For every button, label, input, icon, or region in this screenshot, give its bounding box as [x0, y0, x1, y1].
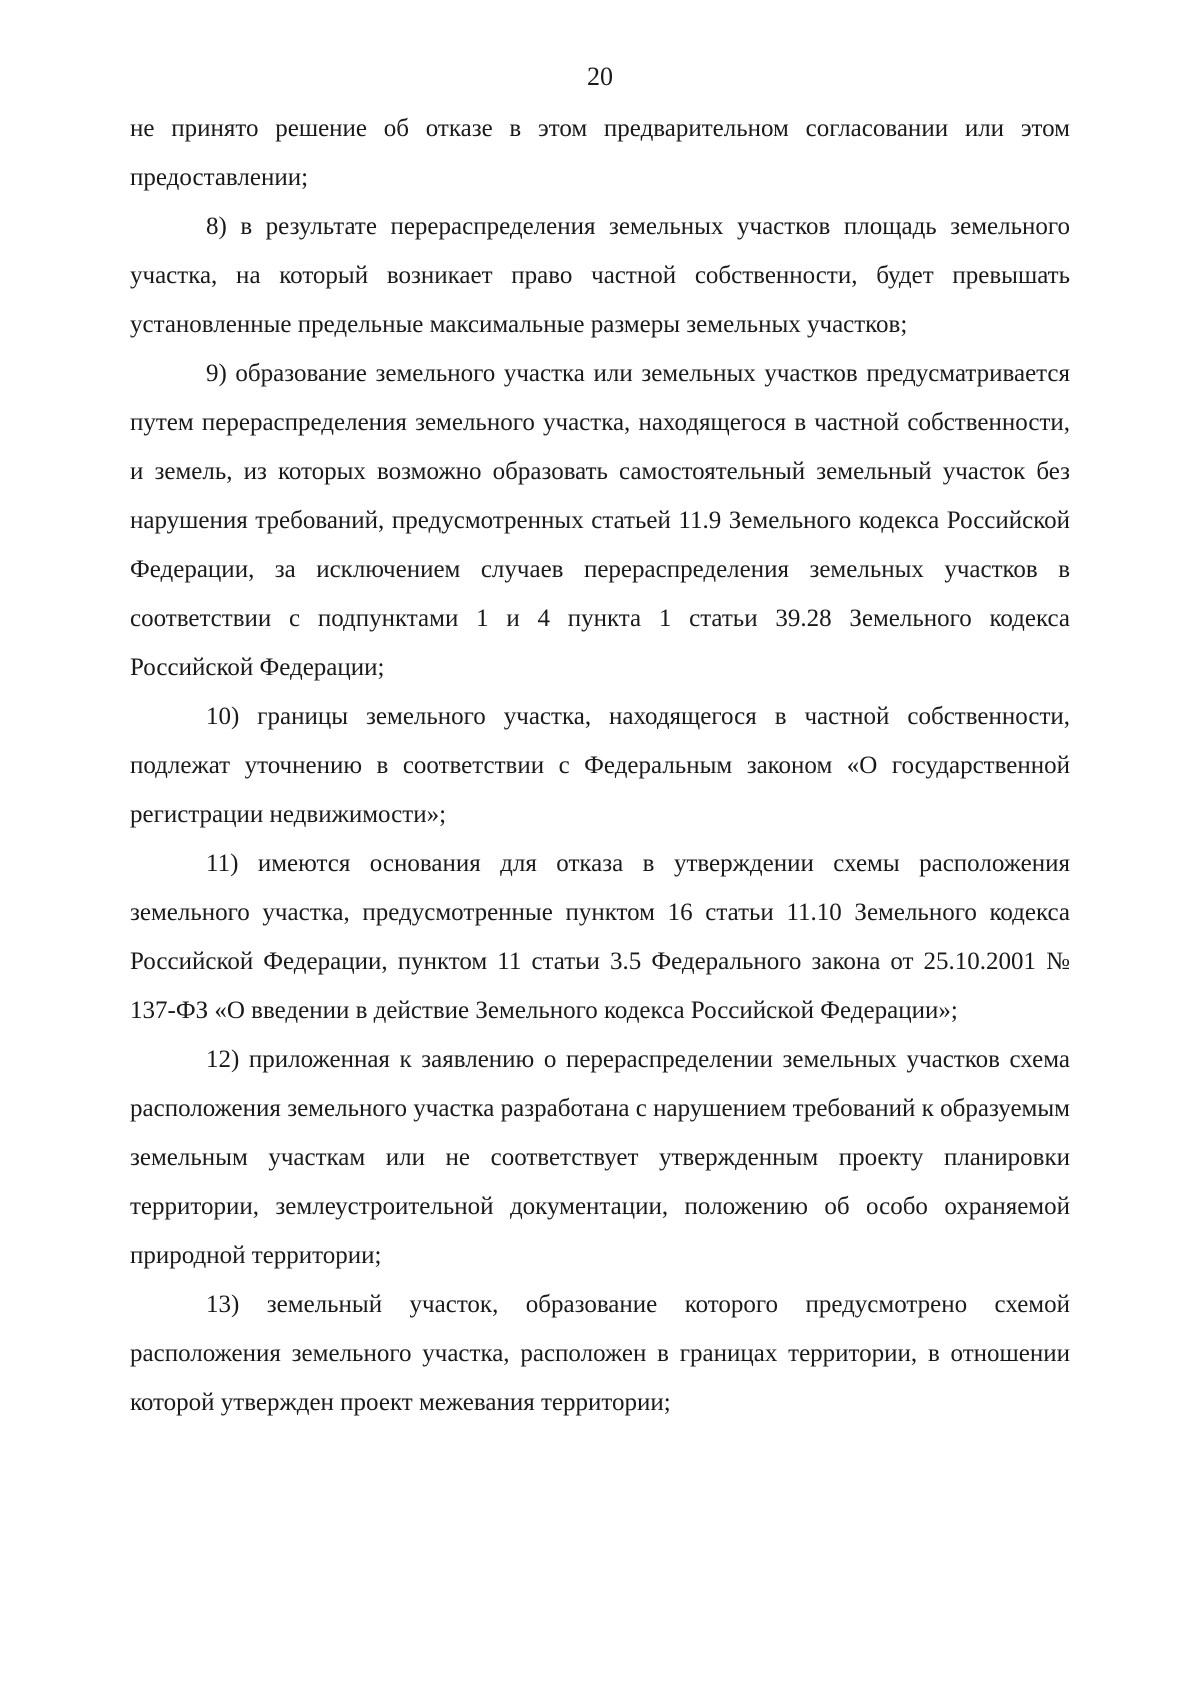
paragraph-item-10: 10) границы земельного участка, находящегося в частной собственности, подлежат уточнению в соответствии с Федеральным законом «О государственной регистрации недвижимости»; [130, 703, 1070, 828]
page-number: 20 [587, 62, 613, 91]
paragraph-item-8: 8) в результате перераспределения земельных участков площадь земельного участка, на который возникает право частной собственности, будет превышать установленные предельные максимальные размеры земельных участков; [130, 213, 1070, 338]
paragraph-item-11: 11) имеются основания для отказа в утверждении схемы расположения земельного участка, предусмотренные пунктом 16 статьи 11.10 Земельного кодекса Российской Федерации, пунктом 11 статьи 3.5 Федерального закона от 25.10.2001 № 137-ФЗ «О введении в действие Земельного кодекса Российской Федерации»; [130, 850, 1070, 1024]
paragraph-item-9: 9) образование земельного участка или земельных участков предусматривается путем перераспределения земельного участка, находящегося в частной собственности, и земель, из которых возможно образовать самостоятельный земельный участок без нарушения требований, предусмотренных статьей 11.9 Земельного кодекса Российской Федерации, за исключением случаев перераспределения земельных участков в соответствии с подпунктами 1 и 4 пункта 1 статьи 39.28 Земельного кодекса Российской Федерации; [130, 360, 1070, 681]
document-body [130, 104, 1070, 1427]
paragraph-continuation: не принято решение об отказе в этом предварительном согласовании или этом предоставлении; [130, 115, 1070, 191]
paragraph-item-12: 12) приложенная к заявлению о перераспределении земельных участков схема расположения земельного участка разработана с нарушением требований к образуемым земельным участкам или не соответствует утвержденным проекту планировки территории, землеустроительной документации, положению об особо охраняемой природной территории; [130, 1046, 1070, 1269]
paragraph-item-13: 13) земельный участок, образование которого предусмотрено схемой расположения земельного участка, расположен в границах территории, в отношении которой утвержден проект межевания территории; [130, 1291, 1070, 1416]
